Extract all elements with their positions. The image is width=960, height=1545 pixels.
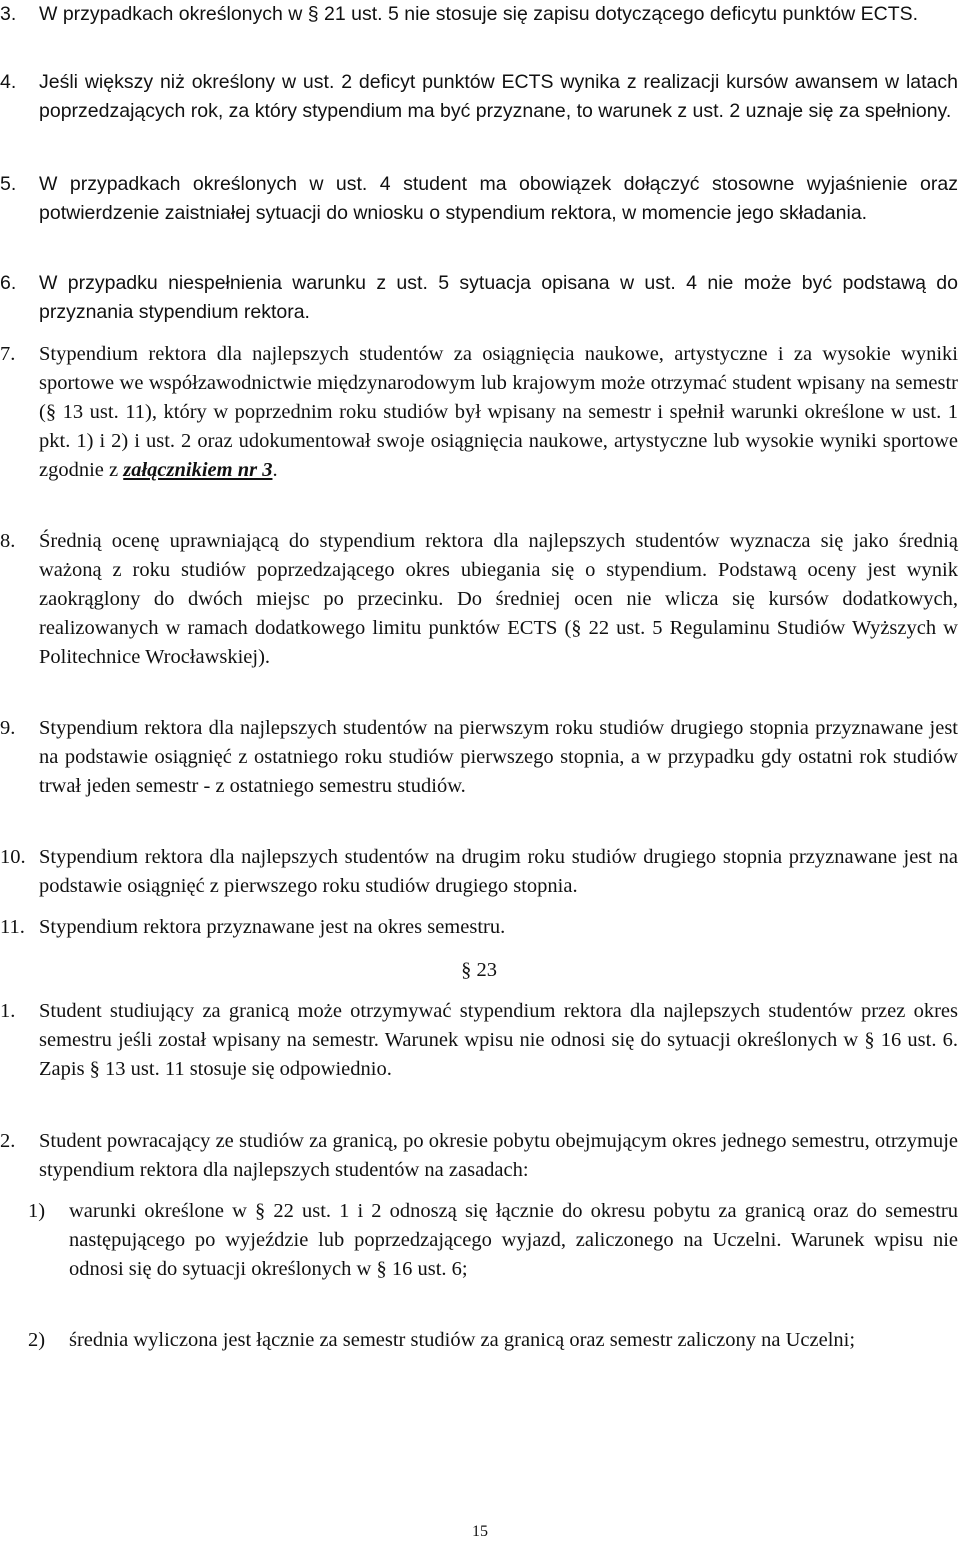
subparagraph-2	[0, 1326, 958, 1355]
attachment-reference: załącznikiem nr 3	[123, 459, 273, 481]
paragraph-23-2	[0, 1127, 958, 1185]
paragraph-text: W przypadkach określonych w § 21 ust. 5 nie stosuje się zapisu dotyczącego deficytu punktów ECTS.	[39, 3, 919, 25]
paragraph-text: Stypendium rektora przyznawane jest na okres semestru.	[39, 916, 506, 938]
paragraph-text: Student powracający ze studiów za granicą, po okresie pobytu obejmującym okres jednego semestru, otrzymuje stypendium rektora dla najlepszych studentów na zasadach:	[39, 1130, 958, 1181]
paragraph-number: 3.	[0, 3, 17, 25]
subparagraph-text: warunki określone w § 22 ust. 1 i 2 odnoszą się łącznie do okresu pobytu za granicą oraz do semestru następującego po wyjeździe lub poprzedzającego wyjazd, zaliczonego na Uczelni. Warunek wpisu nie odnosi się do sytuacji określonych w § 16 ust. 6;	[69, 1200, 958, 1280]
section-heading: § 23	[461, 959, 497, 981]
paragraph-6	[0, 269, 958, 327]
paragraph-number: 9.	[0, 717, 16, 739]
paragraph-number: 10.	[0, 846, 26, 868]
subparagraph-number: 2)	[28, 1329, 46, 1351]
paragraph-end: .	[272, 459, 278, 481]
paragraph-number: 8.	[0, 530, 16, 552]
page-number: 15	[472, 1523, 488, 1540]
paragraph-11	[0, 913, 958, 942]
paragraph-text: Stypendium rektora dla najlepszych studentów na pierwszym roku studiów drugiego stopnia przyznawane jest na podstawie osiągnięć z ostatniego roku studiów pierwszego stopnia, a w przypadku gdy ostatni rok studiów trwał jeden semestr - z ostatniego semestru studiów.	[39, 717, 958, 797]
paragraph-number: 1.	[0, 1000, 16, 1022]
paragraph-text	[39, 340, 958, 485]
subparagraph-number: 1)	[28, 1200, 46, 1222]
paragraph-text: Jeśli większy niż określony w ust. 2 deficyt punktów ECTS wynika z realizacji kursów awansem w latach poprzedzających rok, za który stypendium ma być przyznane, to warunek z ust. 2 uznaje się za spełniony.	[39, 71, 958, 122]
paragraph-23-1	[0, 997, 958, 1084]
paragraph-number: 4.	[0, 71, 17, 93]
subparagraph-1	[0, 1197, 958, 1284]
paragraph-text: W przypadkach określonych w ust. 4 student ma obowiązek dołączyć stosowne wyjaśnienie oraz potwierdzenie zaistniałej sytuacji do wniosku o stypendium rektora, w momencie jego składania.	[39, 173, 958, 224]
paragraph-text: Średnią ocenę uprawniającą do stypendium rektora dla najlepszych studentów wyznacza się jako średnią ważoną z roku studiów poprzedzającego okres ubiegania się o stypendium. Podstawą oceny jest wynik zaokrąglony do dwóch miejsc po przecinku. Do średniej ocen nie wlicza się kursów dodatkowych, realizowanych w ramach dodatkowego limitu punktów ECTS (§ 22 ust. 5 Regulaminu Studiów Wyższych w Politechnice Wrocławskiej).	[39, 530, 958, 668]
paragraph-number: 5.	[0, 173, 17, 195]
paragraph-7	[0, 340, 958, 485]
paragraph-number: 6.	[0, 272, 17, 294]
paragraph-9	[0, 714, 958, 801]
paragraph-4	[0, 68, 958, 126]
paragraph-5	[0, 170, 958, 228]
subparagraph-text: średnia wyliczona jest łącznie za semestr studiów za granicą oraz semestr zaliczony na Uczelni;	[69, 1329, 856, 1351]
paragraph-text: Student studiujący za granicą może otrzymywać stypendium rektora dla najlepszych studentów przez okres semestru jeśli został wpisany na semestr. Warunek wpisu nie odnosi się do sytuacji określonych w § 16 ust. 6. Zapis § 13 ust. 11 stosuje się odpowiednio.	[39, 1000, 958, 1080]
paragraph-number: 2.	[0, 1130, 16, 1152]
paragraph-10	[0, 843, 958, 901]
paragraph-text: W przypadku niespełnienia warunku z ust. 5 sytuacja opisana w ust. 4 nie może być podstawą do przyznania stypendium rektora.	[39, 272, 958, 323]
paragraph-8	[0, 527, 958, 672]
paragraph-body: Stypendium rektora dla najlepszych studentów za osiągnięcia naukowe, artystyczne i za wysokie wyniki sportowe we współzawodnictwie międzynarodowym lub krajowym może otrzymać student wpisany na semestr (§ 13 ust. 11), który w poprzednim roku studiów był wpisany na semestr i spełnił warunki określone w ust. 1 pkt. 1) i 2) i ust. 2 oraz udokumentował swoje osiągnięcia naukowe, artystyczne lub wysokie wyniki sportowe zgodnie z	[39, 343, 958, 481]
paragraph-number: 7.	[0, 343, 16, 365]
paragraph-text: Stypendium rektora dla najlepszych studentów na drugim roku studiów drugiego stopnia przyznawane jest na podstawie osiągnięć z pierwszego roku studiów drugiego stopnia.	[39, 846, 958, 897]
paragraph-number: 11.	[0, 916, 25, 938]
paragraph-3	[0, 0, 958, 29]
